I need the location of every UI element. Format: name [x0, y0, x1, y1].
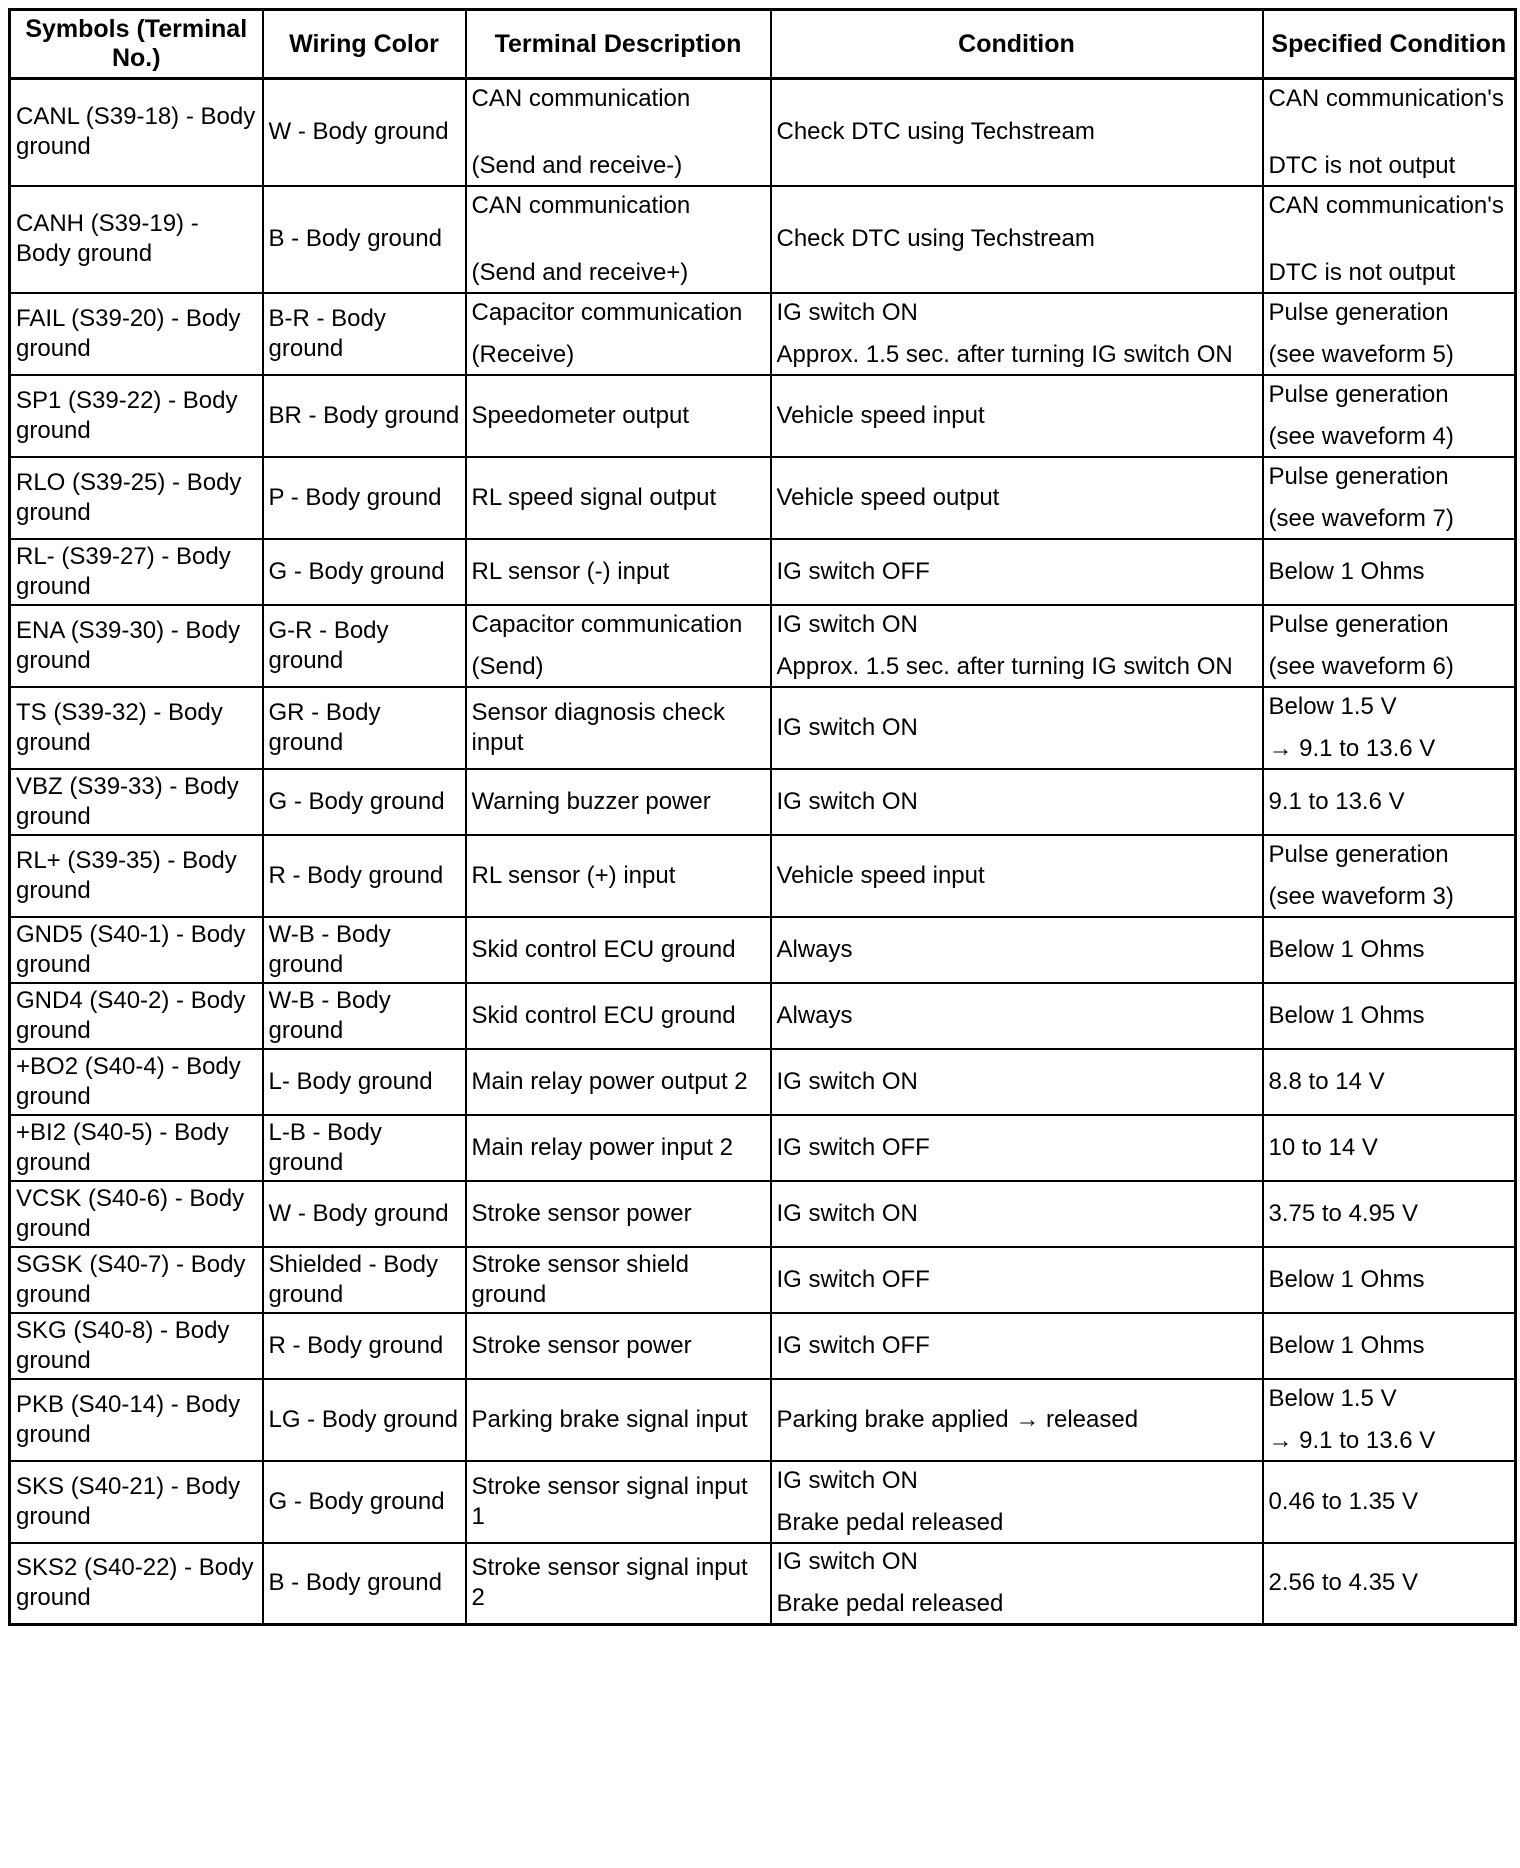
table-row	[10, 1313, 1516, 1379]
condition-cell	[771, 375, 1263, 457]
condition-cell-line: Check DTC using Techstream	[776, 225, 1095, 252]
specified-condition-cell	[1263, 293, 1516, 375]
symbol-cell: FAIL (S39-20) - Body ground	[10, 293, 263, 375]
specified-condition-cell-line: → 9.1 to 13.6 V	[1268, 734, 1436, 762]
symbol-cell: SKG (S40-8) - Body ground	[10, 1313, 263, 1379]
description-cell-line: Sensor diagnosis check input	[471, 698, 725, 756]
symbol-cell: RL+ (S39-35) - Body ground	[10, 835, 263, 917]
table-row	[10, 375, 1516, 457]
condition-cell-line: Approx. 1.5 sec. after turning IG switch ON	[776, 652, 1233, 680]
specified-condition-cell	[1263, 1181, 1516, 1247]
description-cell-lines	[472, 610, 765, 682]
specified-condition-cell-lines	[1269, 380, 1510, 452]
description-cell-line: (Receive)	[471, 340, 575, 368]
description-cell-line: Stroke sensor shield ground	[471, 1250, 689, 1308]
condition-cell-line: IG switch ON	[776, 298, 918, 326]
specified-condition-cell-lines	[1269, 557, 1510, 587]
condition-cell	[771, 1049, 1263, 1115]
description-cell	[466, 1543, 771, 1625]
symbol-cell: CANH (S39-19) - Body ground	[10, 186, 263, 293]
description-cell-lines	[472, 861, 765, 891]
specified-condition-cell-line: (see waveform 4)	[1268, 422, 1454, 450]
condition-cell	[771, 539, 1263, 605]
table-body	[10, 79, 1516, 1625]
wiring-color-cell: L-B - Body ground	[263, 1115, 466, 1181]
wiring-color-cell: G - Body ground	[263, 539, 466, 605]
specified-condition-cell-lines	[1269, 1133, 1510, 1163]
description-cell-lines	[472, 483, 765, 513]
specified-condition-cell	[1263, 1461, 1516, 1543]
wiring-color-cell: W-B - Body ground	[263, 917, 466, 983]
description-cell-line: (Send)	[471, 652, 544, 680]
table-row	[10, 835, 1516, 917]
table-row	[10, 1181, 1516, 1247]
description-cell	[466, 983, 771, 1049]
specified-condition-cell-line: Below 1 Ohms	[1268, 1331, 1425, 1359]
condition-cell-line: IG switch ON	[776, 713, 918, 741]
condition-cell	[771, 1379, 1263, 1461]
description-cell-line: Skid control ECU ground	[471, 935, 736, 963]
specified-condition-cell	[1263, 79, 1516, 186]
specified-condition-cell	[1263, 917, 1516, 983]
condition-cell-line: Check DTC using Techstream	[776, 118, 1095, 146]
wiring-color-cell: W - Body ground	[263, 1181, 466, 1247]
specified-condition-cell-line: CAN communication's	[1268, 84, 1504, 112]
condition-cell-line: Brake pedal released	[776, 1508, 1004, 1536]
description-cell	[466, 186, 771, 293]
condition-cell-line: Approx. 1.5 sec. after turning IG switch ON	[776, 340, 1233, 368]
specified-condition-cell	[1263, 1379, 1516, 1461]
table-row	[10, 457, 1516, 539]
condition-cell	[771, 769, 1263, 835]
condition-cell-lines	[777, 1199, 1257, 1229]
description-cell	[466, 457, 771, 539]
condition-cell-line: Vehicle speed input	[776, 401, 985, 429]
header-condition: Condition	[771, 10, 1263, 79]
description-cell	[466, 1313, 771, 1379]
description-cell-lines	[472, 787, 765, 817]
specified-condition-cell-lines	[1269, 1568, 1510, 1598]
description-cell	[466, 769, 771, 835]
specified-condition-cell-line: CAN communication's	[1268, 191, 1504, 219]
table-row	[10, 1247, 1516, 1313]
description-cell-lines	[472, 557, 765, 587]
description-cell-lines	[472, 1405, 765, 1435]
specified-condition-cell-line: (see waveform 5)	[1268, 340, 1454, 368]
description-cell-line: Capacitor communication	[471, 298, 743, 326]
condition-cell-line: IG switch ON	[776, 1067, 918, 1095]
description-cell-line: Warning buzzer power	[471, 787, 711, 815]
table-row	[10, 605, 1516, 687]
table-row	[10, 1115, 1516, 1181]
condition-cell-lines	[777, 401, 1257, 431]
specified-condition-cell-line: (see waveform 7)	[1268, 504, 1454, 532]
description-cell	[466, 1181, 771, 1247]
specified-condition-cell	[1263, 983, 1516, 1049]
condition-cell-line: IG switch OFF	[776, 1331, 930, 1359]
description-cell-lines	[472, 1199, 765, 1229]
wiring-color-cell: R - Body ground	[263, 1313, 466, 1379]
specified-condition-cell	[1263, 687, 1516, 769]
wiring-color-cell: GR - Body ground	[263, 687, 466, 769]
specified-condition-cell-lines	[1269, 610, 1510, 682]
wiring-color-cell: Shielded - Body ground	[263, 1247, 466, 1313]
specified-condition-cell	[1263, 835, 1516, 917]
table-row	[10, 1461, 1516, 1543]
condition-cell-lines	[777, 713, 1257, 743]
specified-condition-cell	[1263, 1247, 1516, 1313]
condition-cell-line: IG switch ON	[776, 1548, 918, 1576]
specified-condition-cell-lines	[1269, 462, 1510, 534]
condition-cell-line: IG switch ON	[776, 1199, 918, 1227]
specified-condition-cell	[1263, 1115, 1516, 1181]
description-cell	[466, 1461, 771, 1543]
description-cell	[466, 1247, 771, 1313]
specified-condition-cell-line: 0.46 to 1.35 V	[1268, 1487, 1418, 1515]
symbol-cell: GND4 (S40-2) - Body ground	[10, 983, 263, 1049]
header-wiring-color: Wiring Color	[263, 10, 466, 79]
condition-cell-lines	[777, 1331, 1257, 1361]
description-cell	[466, 917, 771, 983]
condition-cell-lines	[777, 483, 1257, 513]
condition-cell	[771, 983, 1263, 1049]
table-row	[10, 1543, 1516, 1625]
specified-condition-cell-line: Pulse generation	[1268, 298, 1449, 326]
description-cell-line: Capacitor communication	[471, 610, 743, 638]
table-row	[10, 79, 1516, 186]
condition-cell-lines	[777, 1466, 1257, 1538]
specified-condition-cell	[1263, 1543, 1516, 1625]
condition-cell-line: Vehicle speed output	[776, 483, 1000, 511]
condition-cell-lines	[777, 557, 1257, 587]
description-cell-lines	[472, 1067, 765, 1097]
condition-cell-line: Always	[776, 935, 853, 963]
condition-cell	[771, 1181, 1263, 1247]
specified-condition-cell-lines	[1269, 1199, 1510, 1229]
specified-condition-cell-line: Below 1.5 V	[1268, 1384, 1397, 1412]
specified-condition-cell	[1263, 1313, 1516, 1379]
symbol-cell: ENA (S39-30) - Body ground	[10, 605, 263, 687]
description-cell-lines	[472, 298, 765, 370]
condition-cell-lines	[777, 935, 1257, 965]
condition-cell-line: IG switch ON	[776, 1466, 918, 1494]
description-cell	[466, 293, 771, 375]
condition-cell	[771, 79, 1263, 186]
specified-condition-cell-lines	[1269, 1067, 1510, 1097]
description-cell-line: Stroke sensor signal input 2	[471, 1554, 748, 1612]
symbol-cell: +BO2 (S40-4) - Body ground	[10, 1049, 263, 1115]
condition-cell-lines	[777, 1547, 1257, 1619]
condition-cell-lines	[777, 861, 1257, 891]
description-cell	[466, 605, 771, 687]
condition-cell-lines	[777, 117, 1257, 147]
condition-cell	[771, 687, 1263, 769]
specified-condition-cell-line: Below 1 Ohms	[1268, 1001, 1425, 1029]
condition-cell	[771, 605, 1263, 687]
specified-condition-cell	[1263, 186, 1516, 293]
condition-cell	[771, 293, 1263, 375]
description-cell-line: CAN communication	[471, 191, 691, 219]
description-cell-line: Parking brake signal input	[471, 1405, 748, 1433]
specified-condition-cell-line: 3.75 to 4.95 V	[1268, 1199, 1418, 1227]
condition-cell	[771, 917, 1263, 983]
wiring-color-cell: B-R - Body ground	[263, 293, 466, 375]
symbol-cell: SKS (S40-21) - Body ground	[10, 1461, 263, 1543]
symbol-cell: SGSK (S40-7) - Body ground	[10, 1247, 263, 1313]
condition-cell-lines	[777, 224, 1257, 254]
specified-condition-cell-line: DTC is not output	[1268, 151, 1456, 179]
specified-condition-cell-lines	[1269, 787, 1510, 817]
description-cell-line: RL speed signal output	[471, 483, 717, 511]
table-row	[10, 769, 1516, 835]
description-cell-line: Main relay power output 2	[471, 1067, 748, 1095]
description-cell-line: RL sensor (-) input	[471, 557, 670, 585]
specified-condition-cell-lines	[1269, 935, 1510, 965]
wiring-color-cell: LG - Body ground	[263, 1379, 466, 1461]
description-cell-line: (Send and receive-)	[471, 151, 683, 179]
symbol-cell: VCSK (S40-6) - Body ground	[10, 1181, 263, 1247]
wiring-color-cell: G - Body ground	[263, 769, 466, 835]
table-row	[10, 293, 1516, 375]
condition-cell-line: Parking brake applied → released	[776, 1405, 1139, 1433]
specified-condition-cell	[1263, 457, 1516, 539]
wiring-color-cell: B - Body ground	[263, 1543, 466, 1625]
specified-condition-cell	[1263, 375, 1516, 457]
specified-condition-cell-lines	[1269, 191, 1510, 288]
terminal-inspection-table	[8, 8, 1517, 1626]
description-cell-lines	[472, 1553, 765, 1613]
table-row	[10, 1049, 1516, 1115]
symbol-cell: +BI2 (S40-5) - Body ground	[10, 1115, 263, 1181]
description-cell-line: Stroke sensor power	[471, 1199, 692, 1227]
condition-cell-line: IG switch OFF	[776, 557, 930, 585]
symbol-cell: CANL (S39-18) - Body ground	[10, 79, 263, 186]
header-terminal-description: Terminal Description	[466, 10, 771, 79]
condition-cell	[771, 457, 1263, 539]
description-cell-lines	[472, 1472, 765, 1532]
specified-condition-cell	[1263, 769, 1516, 835]
description-cell	[466, 1379, 771, 1461]
specified-condition-cell-line: (see waveform 6)	[1268, 652, 1454, 680]
symbol-cell: RLO (S39-25) - Body ground	[10, 457, 263, 539]
terminal-table-sheet	[8, 8, 1517, 1626]
symbol-cell: PKB (S40-14) - Body ground	[10, 1379, 263, 1461]
condition-cell	[771, 1543, 1263, 1625]
specified-condition-cell-line: Pulse generation	[1268, 380, 1449, 408]
condition-cell-lines	[777, 1067, 1257, 1097]
wiring-color-cell: W - Body ground	[263, 79, 466, 186]
table-row	[10, 687, 1516, 769]
description-cell-line: Stroke sensor power	[471, 1331, 692, 1359]
description-cell	[466, 687, 771, 769]
condition-cell-line: Brake pedal released	[776, 1590, 1004, 1618]
description-cell-line: RL sensor (+) input	[471, 861, 676, 889]
condition-cell	[771, 1115, 1263, 1181]
symbol-cell: VBZ (S39-33) - Body ground	[10, 769, 263, 835]
wiring-color-cell: B - Body ground	[263, 186, 466, 293]
specified-condition-cell	[1263, 539, 1516, 605]
specified-condition-cell-lines	[1269, 1487, 1510, 1517]
description-cell	[466, 1115, 771, 1181]
header-specified-condition: Specified Condition	[1263, 10, 1516, 79]
condition-cell-lines	[777, 298, 1257, 370]
description-cell-line: Main relay power input 2	[471, 1133, 733, 1161]
condition-cell-line: IG switch OFF	[776, 1265, 930, 1293]
specified-condition-cell-lines	[1269, 840, 1510, 912]
description-cell-line: Stroke sensor signal input 1	[471, 1472, 748, 1530]
condition-cell-lines	[777, 787, 1257, 817]
specified-condition-cell-lines	[1269, 298, 1510, 370]
wiring-color-cell: P - Body ground	[263, 457, 466, 539]
table-row	[10, 917, 1516, 983]
condition-cell-lines	[777, 1001, 1257, 1031]
condition-cell	[771, 835, 1263, 917]
condition-cell-line: Vehicle speed input	[776, 861, 985, 889]
wiring-color-cell: R - Body ground	[263, 835, 466, 917]
table-header	[10, 10, 1516, 79]
description-cell-lines	[472, 1331, 765, 1361]
description-cell-lines	[472, 698, 765, 758]
table-row	[10, 1379, 1516, 1461]
condition-cell	[771, 186, 1263, 293]
condition-cell	[771, 1247, 1263, 1313]
specified-condition-cell-lines	[1269, 1384, 1510, 1456]
description-cell-line: CAN communication	[471, 84, 691, 112]
table-row	[10, 186, 1516, 293]
specified-condition-cell-lines	[1269, 692, 1510, 764]
specified-condition-cell-lines	[1269, 84, 1510, 181]
specified-condition-cell-line: → 9.1 to 13.6 V	[1268, 1426, 1436, 1454]
description-cell	[466, 1049, 771, 1115]
specified-condition-cell	[1263, 1049, 1516, 1115]
condition-cell-line: IG switch OFF	[776, 1133, 930, 1161]
symbol-cell: SP1 (S39-22) - Body ground	[10, 375, 263, 457]
specified-condition-cell-line: Below 1 Ohms	[1268, 557, 1425, 585]
table-row	[10, 539, 1516, 605]
wiring-color-cell: G-R - Body ground	[263, 605, 466, 687]
specified-condition-cell-line: Below 1.5 V	[1268, 692, 1397, 720]
specified-condition-cell-line: (see waveform 3)	[1268, 882, 1454, 910]
condition-cell-line: IG switch ON	[776, 787, 918, 815]
specified-condition-cell	[1263, 605, 1516, 687]
specified-condition-cell-line: Below 1 Ohms	[1268, 935, 1425, 963]
header-row	[10, 10, 1516, 79]
table-row	[10, 983, 1516, 1049]
description-cell-lines	[472, 191, 765, 288]
symbol-cell: SKS2 (S40-22) - Body ground	[10, 1543, 263, 1625]
description-cell-lines	[472, 935, 765, 965]
condition-cell	[771, 1461, 1263, 1543]
wiring-color-cell: BR - Body ground	[263, 375, 466, 457]
description-cell-lines	[472, 1001, 765, 1031]
specified-condition-cell-lines	[1269, 1001, 1510, 1031]
description-cell-lines	[472, 84, 765, 181]
description-cell	[466, 539, 771, 605]
condition-cell-lines	[777, 610, 1257, 682]
wiring-color-cell: W-B - Body ground	[263, 983, 466, 1049]
description-cell-lines	[472, 1133, 765, 1163]
condition-cell-lines	[777, 1133, 1257, 1163]
wiring-color-cell: L- Body ground	[263, 1049, 466, 1115]
specified-condition-cell-line: 2.56 to 4.35 V	[1268, 1569, 1418, 1597]
description-cell-line: Skid control ECU ground	[471, 1001, 736, 1029]
specified-condition-cell-line: DTC is not output	[1268, 258, 1456, 286]
condition-cell	[771, 1313, 1263, 1379]
description-cell-lines	[472, 1250, 765, 1310]
specified-condition-cell-line: Pulse generation	[1268, 610, 1449, 638]
specified-condition-cell-line: Pulse generation	[1268, 462, 1449, 490]
symbol-cell: GND5 (S40-1) - Body ground	[10, 917, 263, 983]
specified-condition-cell-line: Below 1 Ohms	[1268, 1265, 1425, 1293]
header-symbols: Symbols (Terminal No.)	[10, 10, 263, 79]
description-cell	[466, 375, 771, 457]
specified-condition-cell-line: 8.8 to 14 V	[1268, 1067, 1385, 1095]
description-cell	[466, 79, 771, 186]
description-cell-lines	[472, 401, 765, 431]
condition-cell-lines	[777, 1265, 1257, 1295]
wiring-color-cell: G - Body ground	[263, 1461, 466, 1543]
description-cell-line: Speedometer output	[471, 401, 689, 429]
description-cell-line: (Send and receive+)	[471, 258, 689, 286]
specified-condition-cell-lines	[1269, 1331, 1510, 1361]
specified-condition-cell-line: Pulse generation	[1268, 840, 1449, 868]
symbol-cell: RL- (S39-27) - Body ground	[10, 539, 263, 605]
specified-condition-cell-lines	[1269, 1265, 1510, 1295]
symbol-cell: TS (S39-32) - Body ground	[10, 687, 263, 769]
specified-condition-cell-line: 9.1 to 13.6 V	[1268, 787, 1405, 815]
specified-condition-cell-line: 10 to 14 V	[1268, 1133, 1378, 1161]
condition-cell-line: Always	[776, 1001, 853, 1029]
condition-cell-line: IG switch ON	[776, 610, 918, 638]
condition-cell-lines	[777, 1405, 1257, 1435]
description-cell	[466, 835, 771, 917]
